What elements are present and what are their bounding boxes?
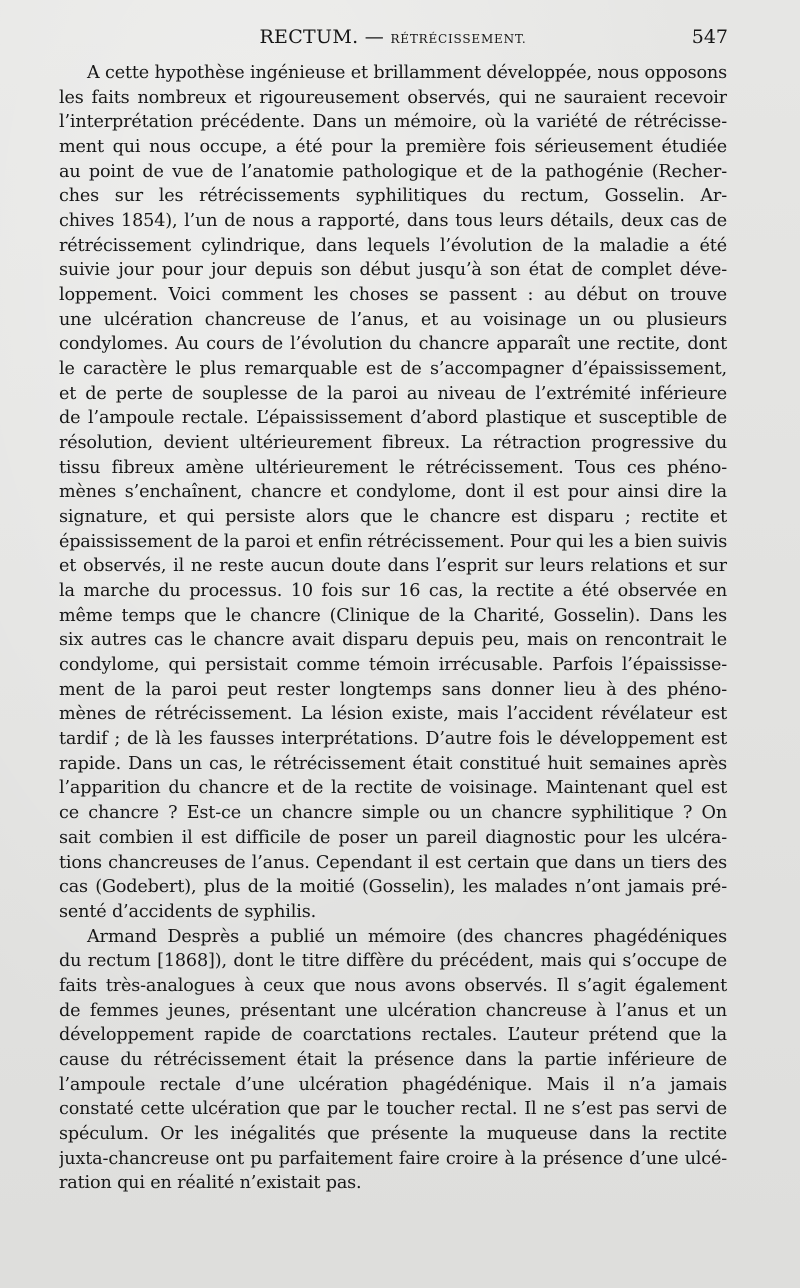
text-line: ment de la paroi peut rester longtemps sans donner lieu à des phéno-: [59, 679, 727, 700]
text-line: de femmes jeunes, présentant une ulcération chancreuse à l’anus et un: [59, 1000, 727, 1021]
text-line: loppement. Voici comment les choses se passent : au début on trouve: [59, 285, 727, 306]
text-line: même temps que le chancre (Clinique de la Charité, Gosselin). Dans les: [59, 605, 727, 626]
text-line: mènes s’enchaînent, chancre et condylome, dont il est pour ainsi dire la: [59, 482, 727, 503]
text-line: rétrécissement cylindrique, dans lequels l’évolution de la maladie a été: [59, 235, 727, 256]
text-line: sait combien il est difficile de poser un pareil diagnostic pour les ulcéra-: [59, 827, 727, 848]
text-line: Armand Desprès a publié un mémoire (des chancres phagédéniques: [87, 926, 727, 947]
text-line: ce chancre ? Est-ce un chancre simple ou un chancre syphilitique ? On: [59, 803, 727, 824]
text-line: signature, et qui persiste alors que le chancre est disparu ; rectite et: [59, 507, 727, 528]
text-line: A cette hypothèse ingénieuse et brillamment développée, nous opposons: [87, 63, 727, 83]
text-line: ration qui en réalité n’existait pas.: [59, 1173, 362, 1194]
text-line: épaississement de la paroi et enfin rétrécissement. Pour qui les a bien suivis: [59, 531, 727, 552]
text-line: cas (Godebert), plus de la moitié (Gosselin), les malades n’ont jamais pré-: [59, 877, 727, 898]
text-line: de l’ampoule rectale. L’épaississement d’abord plastique et susceptible de: [59, 408, 727, 429]
text-line: tardif ; de là les fausses interprétations. D’autre fois le développement est: [59, 729, 727, 750]
body-text: [59, 61, 727, 1196]
text-line: la marche du processus. 10 fois sur 16 cas, la rectite a été observée en: [59, 581, 727, 602]
text-line: au point de vue de l’anatomie pathologique et de la pathogénie (Recher-: [59, 161, 727, 182]
text-line: résolution, devient ultérieurement fibreux. La rétraction progressive du: [59, 433, 727, 454]
section-title: RECTUM.: [259, 26, 359, 48]
text-line: ment qui nous occupe, a été pour la première fois sérieusement étudiée: [59, 137, 727, 158]
section-subtitle: RÉTRÉCISSEMENT.: [390, 32, 527, 46]
text-line: l’ampoule rectale d’une ulcération phagédénique. Mais il n’a jamais: [59, 1074, 727, 1095]
text-line: mènes de rétrécissement. La lésion existe, mais l’accident révélateur est: [59, 704, 727, 725]
text-line: condylomes. Au cours de l’évolution du chancre apparaît une rectite, dont: [59, 334, 727, 355]
text-line: tissu fibreux amène ultérieurement le rétrécissement. Tous ces phéno-: [59, 457, 727, 478]
text-line: spéculum. Or les inégalités que présente la muqueuse dans la rectite: [59, 1123, 727, 1144]
text-line: tions chancreuses de l’anus. Cependant il est certain que dans un tiers des: [59, 852, 727, 873]
text-line: constaté cette ulcération que par le toucher rectal. Il ne s’est pas servi de: [59, 1099, 727, 1120]
text-line: suivie jour pour jour depuis son début jusqu’à son état de complet déve-: [59, 260, 727, 281]
running-head: [58, 26, 728, 56]
text-line: développement rapide de coarctations rectales. L’auteur prétend que la: [59, 1025, 727, 1046]
text-line: l’interprétation précédente. Dans un mémoire, où la variété de rétrécisse-: [59, 112, 727, 133]
paragraph-1: [59, 61, 727, 925]
text-line: senté d’accidents de syphilis.: [59, 901, 317, 922]
text-line: l’apparition du chancre et de la rectite de voisinage. Maintenant quel est: [59, 778, 727, 799]
page-number: 547: [691, 26, 728, 48]
text-line: ches sur les rétrécissements syphilitiques du rectum, Gosselin. Ar-: [59, 186, 727, 207]
text-line: et de perte de souplesse de la paroi au niveau de l’extrémité inférieure: [59, 383, 727, 404]
text-line: et observés, il ne reste aucun doute dans l’esprit sur leurs relations et sur: [59, 556, 727, 577]
running-head-title: [58, 26, 728, 48]
text-line: le caractère le plus remarquable est de s’accompagner d’épaississement,: [59, 359, 727, 380]
text-line: chives 1854), l’un de nous a rapporté, dans tous leurs détails, deux cas de: [59, 211, 727, 232]
text-line: faits très-analogues à ceux que nous avons observés. Il s’agit également: [59, 975, 727, 996]
paragraph-2: [59, 925, 727, 1196]
text-line: rapide. Dans un cas, le rétrécissement était constitué huit semaines après: [59, 753, 727, 774]
title-dash: —: [364, 26, 385, 48]
text-line: six autres cas le chancre avait disparu depuis peu, mais on rencontrait le: [59, 630, 727, 651]
text-line: les faits nombreux et rigoureusement observés, qui ne sauraient recevoir: [59, 87, 727, 108]
text-line: condylome, qui persistait comme témoin irrécusable. Parfois l’épaississe-: [59, 655, 727, 676]
text-line: une ulcération chancreuse de l’anus, et au voisinage un ou plusieurs: [59, 309, 727, 330]
text-line: du rectum [1868]), dont le titre diffère du précédent, mais qui s’occupe de: [59, 951, 727, 972]
text-line: juxta-chancreuse ont pu parfaitement faire croire à la présence d’une ulcé-: [59, 1148, 727, 1169]
text-line: cause du rétrécissement était la présence dans la partie inférieure de: [59, 1049, 727, 1070]
